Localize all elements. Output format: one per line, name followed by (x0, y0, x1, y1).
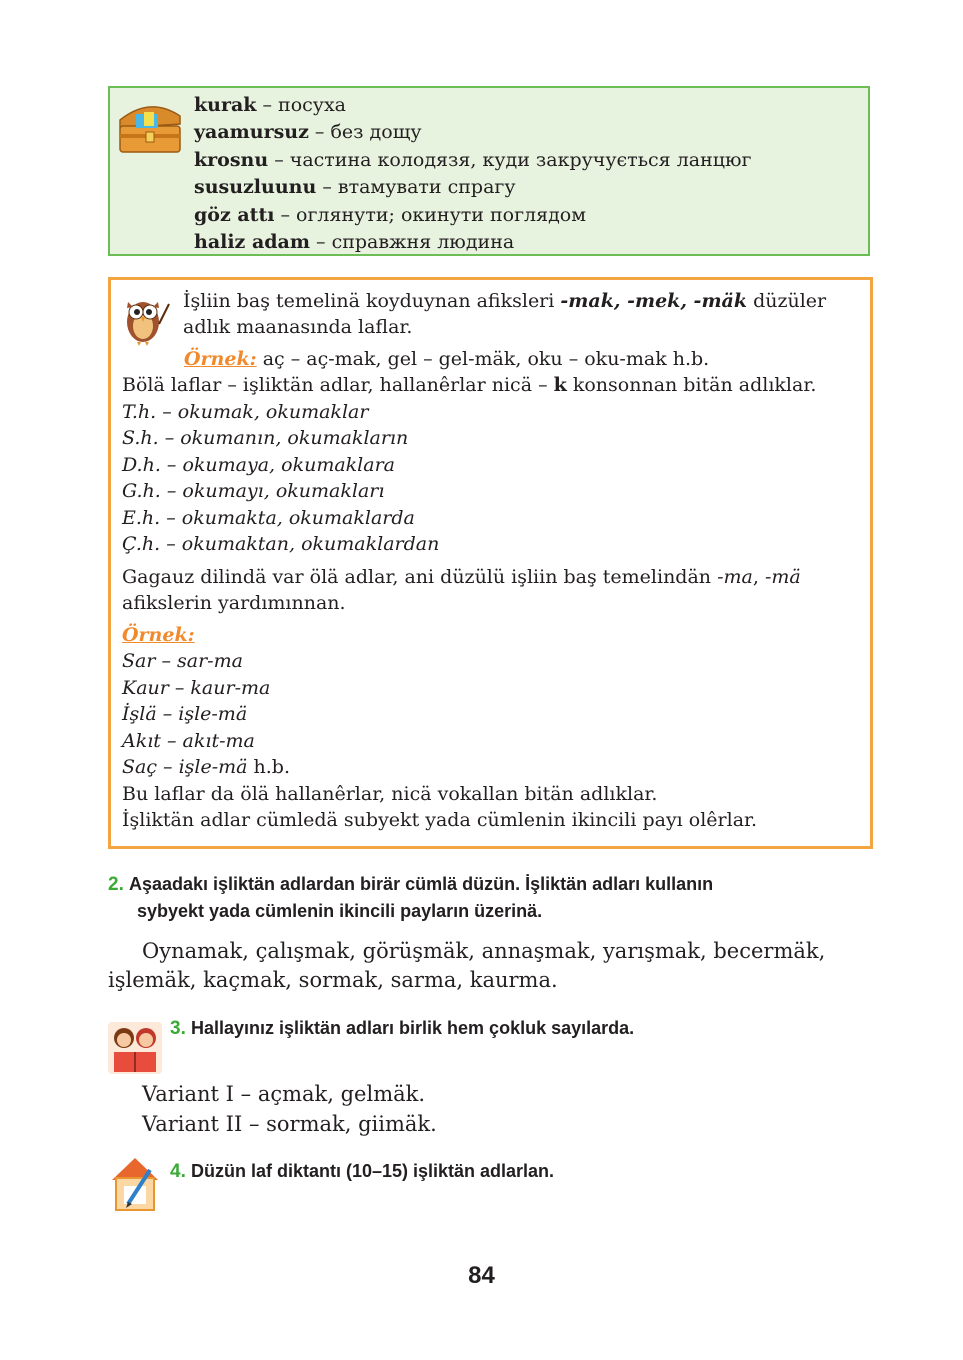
case-line: E.h. – okumakta, okumaklarda (122, 507, 415, 529)
page-number: 84 (468, 1262, 495, 1289)
variant-line: Variant I – açmak, gelmäk. (142, 1082, 426, 1106)
vocab-term: kurak (194, 94, 257, 116)
example-item (122, 754, 290, 780)
exercise-task-text: sybyekt yada cümlenin ikincili payların üzerinä. (137, 901, 543, 921)
rule-line: Bu laflar da ölä hallanêrlar, nicä vokallan bitän adlıklar. (122, 783, 658, 805)
exercise-task-text: Hallayınız işliktän adları birlik hem çokluk sayılarda. (190, 1018, 635, 1038)
vocab-translation: – частина колодязя, куди закручується ланцюг (268, 149, 752, 171)
exercise-body-line: işlemäk, kaçmak, sormak, sarma, kaurma. (108, 968, 558, 992)
rule-text: konsonnan bitän adlıklar. (566, 374, 817, 396)
rule-intro-line: adlık maanasında laflar. (183, 316, 413, 338)
vocab-translation: – посуха (256, 94, 347, 116)
vocabulary-box (108, 86, 870, 256)
example-label: Örnek: (122, 624, 195, 646)
house-pencil-icon (110, 1156, 160, 1212)
reading-children-icon (108, 1022, 162, 1074)
grammar-rule-box (108, 277, 873, 849)
suffix-emphasis: -ma (717, 566, 753, 588)
owl-icon (119, 290, 171, 346)
exercise-task-text: Aşaadakı işliktän adlardan birär cümlä düzün. İşliktän adları kullanın (128, 874, 714, 894)
exercise-body-line: Oynamak, çalışmak, görüşmäk, annaşmak, yarışmak, becermäk, (142, 939, 826, 963)
rule-bold-letter: k (553, 374, 567, 396)
rule-text: düzüler (747, 290, 827, 312)
suffix-emphasis: -mä (764, 566, 801, 588)
rule-intro-line (183, 288, 826, 314)
example-item: Kaur – kaur-ma (122, 677, 271, 699)
exercise-number: 3. (170, 1018, 186, 1039)
vocab-line (194, 147, 751, 175)
vocab-translation: – втамувати спрагу (316, 176, 516, 198)
suffix-emphasis: -mak, -mek, -mäk (560, 290, 748, 312)
case-line: T.h. – okumak, okumaklar (122, 401, 369, 423)
exercise-4-task (170, 1161, 554, 1183)
rule-line (122, 372, 816, 398)
rule-text: Bölä laflar – işliktän adlar, hallanêrlar nicä – (122, 374, 554, 396)
treasure-chest-icon (114, 94, 186, 156)
rule-text: , (752, 566, 765, 588)
vocab-line (194, 92, 346, 120)
case-line: Ç.h. – okumaktan, okumaklardan (122, 533, 440, 555)
example-text: aç – aç-mak, gel – gel-mäk, oku – oku-mak h.b. (256, 348, 710, 370)
rule-text: Gagauz dilindä var ölä adlar, ani düzülü işliin baş temelindän (122, 566, 718, 588)
exercise-number: 4. (170, 1161, 186, 1182)
exercise-number: 2. (108, 874, 124, 895)
example-line (122, 622, 195, 648)
vocab-translation: – без дощу (308, 121, 422, 143)
vocab-translation: – справжня людина (309, 231, 515, 253)
vocab-line (194, 229, 514, 257)
variant-line: Variant II – sormak, giimäk. (142, 1112, 437, 1136)
vocab-term: haliz adam (194, 231, 310, 253)
case-line: S.h. – okumanın, okumakların (122, 427, 409, 449)
vocab-line (194, 202, 586, 230)
case-line: G.h. – okumayı, okumakları (122, 480, 385, 502)
vocab-translation: – оглянути; окинути поглядом (274, 204, 587, 226)
example-item: Sar – sar-ma (122, 650, 243, 672)
vocab-term: göz attı (194, 204, 275, 226)
rule-line (122, 564, 801, 590)
example-line (184, 346, 709, 372)
exercise-2-task (108, 874, 713, 896)
rule-text: İşliin baş temelinä koyduynan afiksleri (183, 290, 561, 312)
example-item: Akıt – akıt-ma (122, 730, 255, 752)
rule-line: afikslerin yardımınnan. (122, 592, 346, 614)
vocab-term: yaamursuz (194, 121, 309, 143)
vocab-term: krosnu (194, 149, 269, 171)
exercise-task-text: Düzün laf diktantı (10–15) işliktän adlarlan. (190, 1161, 555, 1181)
rule-line: İşliktän adlar cümledä subyekt yada cümlenin ikincili payı olêrlar. (122, 809, 758, 831)
example-item: İşlä – işle-mä (122, 703, 248, 725)
example-label: Örnek: (184, 348, 257, 370)
case-line: D.h. – okumaya, okumaklara (122, 454, 395, 476)
exercise-3-task (170, 1018, 634, 1040)
vocab-line (194, 119, 422, 147)
vocab-line (194, 174, 516, 202)
vocab-term: susuzluunu (194, 176, 317, 198)
example-text: h.b. (247, 756, 291, 778)
example-text: Saç – işle-mä (122, 756, 248, 778)
